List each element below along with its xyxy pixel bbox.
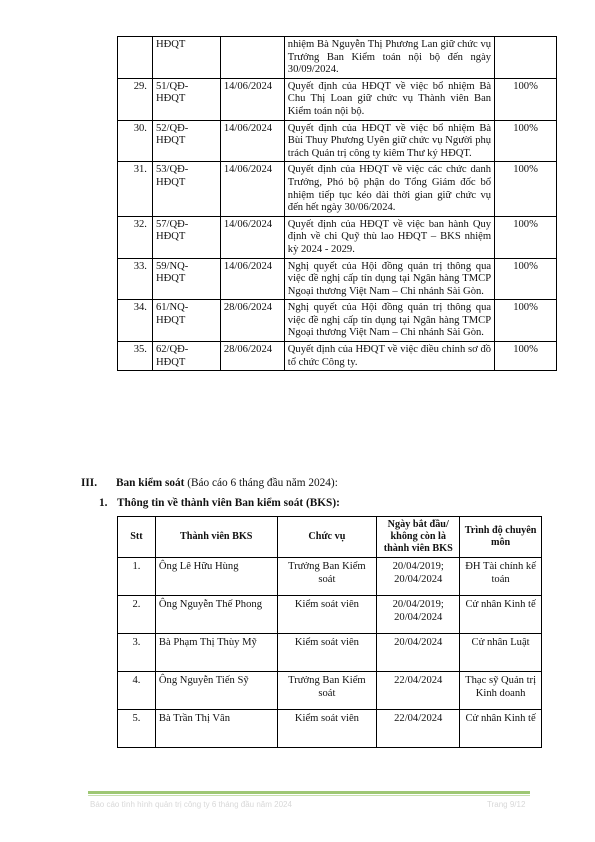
subsection-number: 1. — [99, 497, 108, 509]
member-position: Trưởng Ban Kiểm soát — [277, 672, 377, 710]
row-number: 53/QĐ-HĐQT — [152, 162, 220, 216]
member-name: Ông Lê Hữu Hùng — [155, 558, 277, 596]
row-number: 52/QĐ-HĐQT — [152, 120, 220, 162]
member-stt: 5. — [118, 710, 156, 748]
table-row — [118, 672, 542, 710]
section-note: (Báo cáo 6 tháng đầu năm 2024): — [184, 477, 338, 489]
row-date: 14/06/2024 — [220, 258, 284, 300]
section-title: Ban kiểm soát — [116, 477, 185, 489]
member-stt: 2. — [118, 596, 156, 634]
member-position: Trưởng Ban Kiểm soát — [277, 558, 377, 596]
row-date — [220, 37, 284, 79]
member-stt: 1. — [118, 558, 156, 596]
table-row — [118, 342, 557, 371]
row-approval-rate: 100% — [495, 258, 557, 300]
row-content: Quyết định của HĐQT về việc các chức danh Trưởng, Phó bộ phận do Tổng Giám đốc bổ nhiệm tiếp tục kéo dài thời gian giữ chức vụ đến hết ngày 30/06/2024. — [284, 162, 494, 216]
row-number: 59/NQ-HĐQT — [152, 258, 220, 300]
member-date: 20/04/2019; 20/04/2024 — [377, 596, 460, 634]
footer-document-title: Báo cáo tình hình quản trị công ty 6 tháng đầu năm 2024 — [90, 800, 292, 809]
member-date: 20/04/2019; 20/04/2024 — [377, 558, 460, 596]
row-approval-rate: 100% — [495, 120, 557, 162]
header-position: Chức vụ — [277, 517, 377, 558]
row-stt: 30. — [118, 120, 153, 162]
table-row — [118, 634, 542, 672]
header-stt: Stt — [118, 517, 156, 558]
row-content: Quyết định của HĐQT về việc bổ nhiệm Bà Bùi Thuy Phương Uyên giữ chức vụ Người phụ trách Quản trị công ty kiêm Thư ký HĐQT. — [284, 120, 494, 162]
resolutions-table — [117, 36, 557, 371]
row-date: 14/06/2024 — [220, 120, 284, 162]
row-content: Nghị quyết của Hội đồng quản trị thông qua việc đề nghị cấp tín dụng tại Ngân hàng TMCP Ngoại thương Việt Nam – Chi nhánh Sài Gòn. — [284, 258, 494, 300]
supervisory-board-table — [117, 516, 542, 748]
row-date: 14/06/2024 — [220, 78, 284, 120]
row-stt — [118, 37, 153, 79]
row-number: 57/QĐ-HĐQT — [152, 216, 220, 258]
row-approval-rate: 100% — [495, 342, 557, 371]
row-content: Quyết định của HĐQT về việc ban hành Quy định về chi Quỹ thù lao HĐQT – BKS nhiệm kỳ 2024 - 2029. — [284, 216, 494, 258]
row-approval-rate: 100% — [495, 216, 557, 258]
footer-rule — [88, 791, 530, 794]
row-number: 51/QĐ-HĐQT — [152, 78, 220, 120]
row-date: 14/06/2024 — [220, 162, 284, 216]
row-stt: 33. — [118, 258, 153, 300]
member-qualification: Thạc sỹ Quản trị Kinh doanh — [460, 672, 542, 710]
member-qualification: Cử nhân Luật — [460, 634, 542, 672]
row-stt: 32. — [118, 216, 153, 258]
member-name: Bà Phạm Thị Thùy Mỹ — [155, 634, 277, 672]
row-number: 61/NQ-HĐQT — [152, 300, 220, 342]
member-stt: 3. — [118, 634, 156, 672]
table-row — [118, 596, 542, 634]
row-number: 62/QĐ-HĐQT — [152, 342, 220, 371]
table-row — [118, 258, 557, 300]
member-date: 22/04/2024 — [377, 672, 460, 710]
row-content: Quyết định của HĐQT về việc điều chỉnh sơ đồ tổ chức Công ty. — [284, 342, 494, 371]
row-date: 28/06/2024 — [220, 300, 284, 342]
member-position: Kiểm soát viên — [277, 596, 377, 634]
row-stt: 35. — [118, 342, 153, 371]
row-content: nhiệm Bà Nguyễn Thị Phương Lan giữ chức vụ Trưởng Ban Kiểm toán nội bộ đến ngày 30/09/2024. — [284, 37, 494, 79]
table-row — [118, 558, 542, 596]
header-date: Ngày bắt đầu/ không còn là thành viên BKS — [377, 517, 460, 558]
row-date: 28/06/2024 — [220, 342, 284, 371]
subsection-title: Thông tin về thành viên Ban kiểm soát (BKS): — [117, 497, 340, 509]
row-stt: 29. — [118, 78, 153, 120]
table-row — [118, 37, 557, 79]
member-date: 20/04/2024 — [377, 634, 460, 672]
row-date: 14/06/2024 — [220, 216, 284, 258]
member-stt: 4. — [118, 672, 156, 710]
row-content: Quyết định của HĐQT về việc bổ nhiệm Bà Chu Thị Loan giữ chức vụ Thành viên Ban Kiểm toán nội bộ. — [284, 78, 494, 120]
footer-page-number: Trang 9/12 — [487, 800, 526, 809]
table-row — [118, 162, 557, 216]
member-position: Kiểm soát viên — [277, 634, 377, 672]
row-stt: 34. — [118, 300, 153, 342]
row-number: HĐQT — [152, 37, 220, 79]
table-row — [118, 710, 542, 748]
row-approval-rate — [495, 37, 557, 79]
member-position: Kiểm soát viên — [277, 710, 377, 748]
header-qualification: Trình độ chuyên môn — [460, 517, 542, 558]
member-qualification: Cử nhân Kinh tế — [460, 710, 542, 748]
table-row — [118, 300, 557, 342]
table-header-row — [118, 517, 542, 558]
member-qualification: Cử nhân Kinh tế — [460, 596, 542, 634]
row-stt: 31. — [118, 162, 153, 216]
member-name: Ông Nguyễn Thế Phong — [155, 596, 277, 634]
footer-rule-thin — [88, 795, 530, 796]
table-row — [118, 216, 557, 258]
member-qualification: ĐH Tài chính kế toán — [460, 558, 542, 596]
row-approval-rate: 100% — [495, 78, 557, 120]
section-number: III. — [81, 477, 98, 489]
row-approval-rate: 100% — [495, 300, 557, 342]
row-content: Nghị quyết của Hội đồng quản trị thông qua việc đề nghị cấp tín dụng tại Ngân hàng TMCP Ngoại thương Việt Nam – Chi nhánh Sài Gòn. — [284, 300, 494, 342]
header-member: Thành viên BKS — [155, 517, 277, 558]
table-row — [118, 120, 557, 162]
member-name: Ông Nguyễn Tiến Sỹ — [155, 672, 277, 710]
member-name: Bà Trần Thị Vân — [155, 710, 277, 748]
member-date: 22/04/2024 — [377, 710, 460, 748]
table-row — [118, 78, 557, 120]
row-approval-rate: 100% — [495, 162, 557, 216]
